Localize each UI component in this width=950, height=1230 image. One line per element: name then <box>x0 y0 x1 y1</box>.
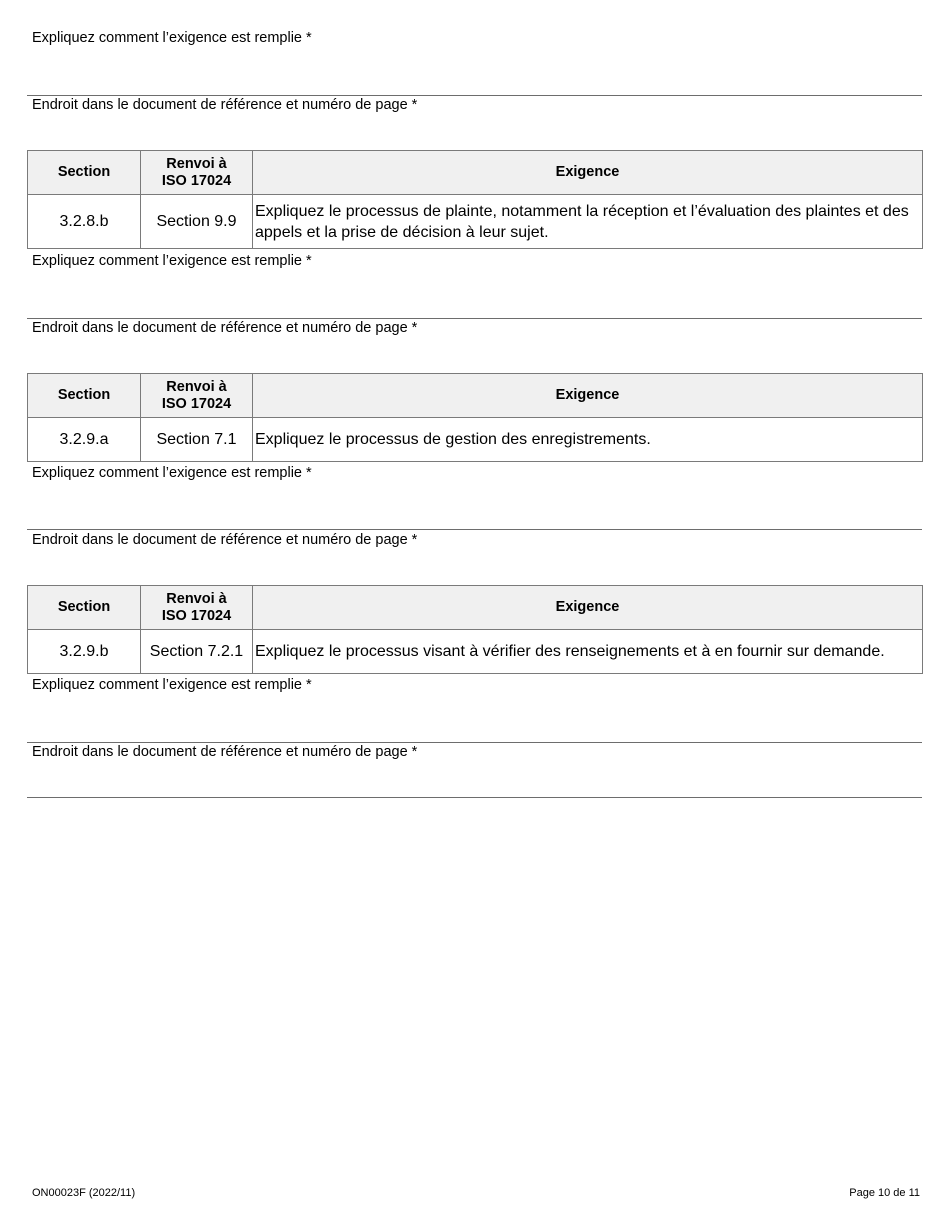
explain-field-label: Expliquez comment l’exigence est remplie * <box>32 30 312 46</box>
location-field-label: Endroit dans le document de référence et numéro de page * <box>32 744 418 760</box>
location-input[interactable] <box>27 550 922 586</box>
location-input[interactable] <box>27 762 922 798</box>
section-cell: 3.2.9.b <box>28 630 141 674</box>
renvoi-header: Renvoi à ISO 17024 <box>141 586 253 630</box>
location-field-label: Endroit dans le document de référence et numéro de page * <box>32 320 418 336</box>
renvoi-cell: Section 9.9 <box>141 195 253 249</box>
location-input[interactable] <box>27 338 922 374</box>
explain-field-label: Expliquez comment l’exigence est remplie * <box>32 677 312 693</box>
section-header: Section <box>28 586 141 630</box>
section-header: Section <box>28 151 141 195</box>
page-number: Page 10 de 11 <box>849 1187 920 1199</box>
exigence-cell: Expliquez le processus de plainte, notamment la réception et l’évaluation des plaintes et des appels et la prise de décision à leur sujet. <box>253 195 923 249</box>
section-cell: 3.2.9.a <box>28 418 141 462</box>
explain-field-label: Expliquez comment l’exigence est remplie * <box>32 253 312 269</box>
renvoi-cell: Section 7.2.1 <box>141 630 253 674</box>
requirement-table <box>27 150 923 249</box>
exigence-header: Exigence <box>253 586 923 630</box>
exigence-cell: Expliquez le processus de gestion des enregistrements. <box>253 418 923 462</box>
section-cell: 3.2.8.b <box>28 195 141 249</box>
section-header: Section <box>28 374 141 418</box>
requirement-table <box>27 585 923 674</box>
explain-input[interactable] <box>27 694 922 743</box>
renvoi-header: Renvoi à ISO 17024 <box>141 374 253 418</box>
location-field-label: Endroit dans le document de référence et numéro de page * <box>32 532 418 548</box>
form-number: ON00023F (2022/11) <box>32 1187 136 1199</box>
exigence-cell: Expliquez le processus visant à vérifier des renseignements et à en fournir sur demande. <box>253 630 923 674</box>
explain-input[interactable] <box>27 270 922 319</box>
renvoi-header: Renvoi à ISO 17024 <box>141 151 253 195</box>
exigence-header: Exigence <box>253 151 923 195</box>
location-input[interactable] <box>27 115 922 151</box>
requirement-table <box>27 373 923 462</box>
exigence-header: Exigence <box>253 374 923 418</box>
explain-input[interactable] <box>27 482 922 530</box>
location-field-label: Endroit dans le document de référence et numéro de page * <box>32 97 418 113</box>
renvoi-cell: Section 7.1 <box>141 418 253 462</box>
explain-field-label: Expliquez comment l’exigence est remplie * <box>32 465 312 481</box>
explain-input[interactable] <box>27 48 922 96</box>
